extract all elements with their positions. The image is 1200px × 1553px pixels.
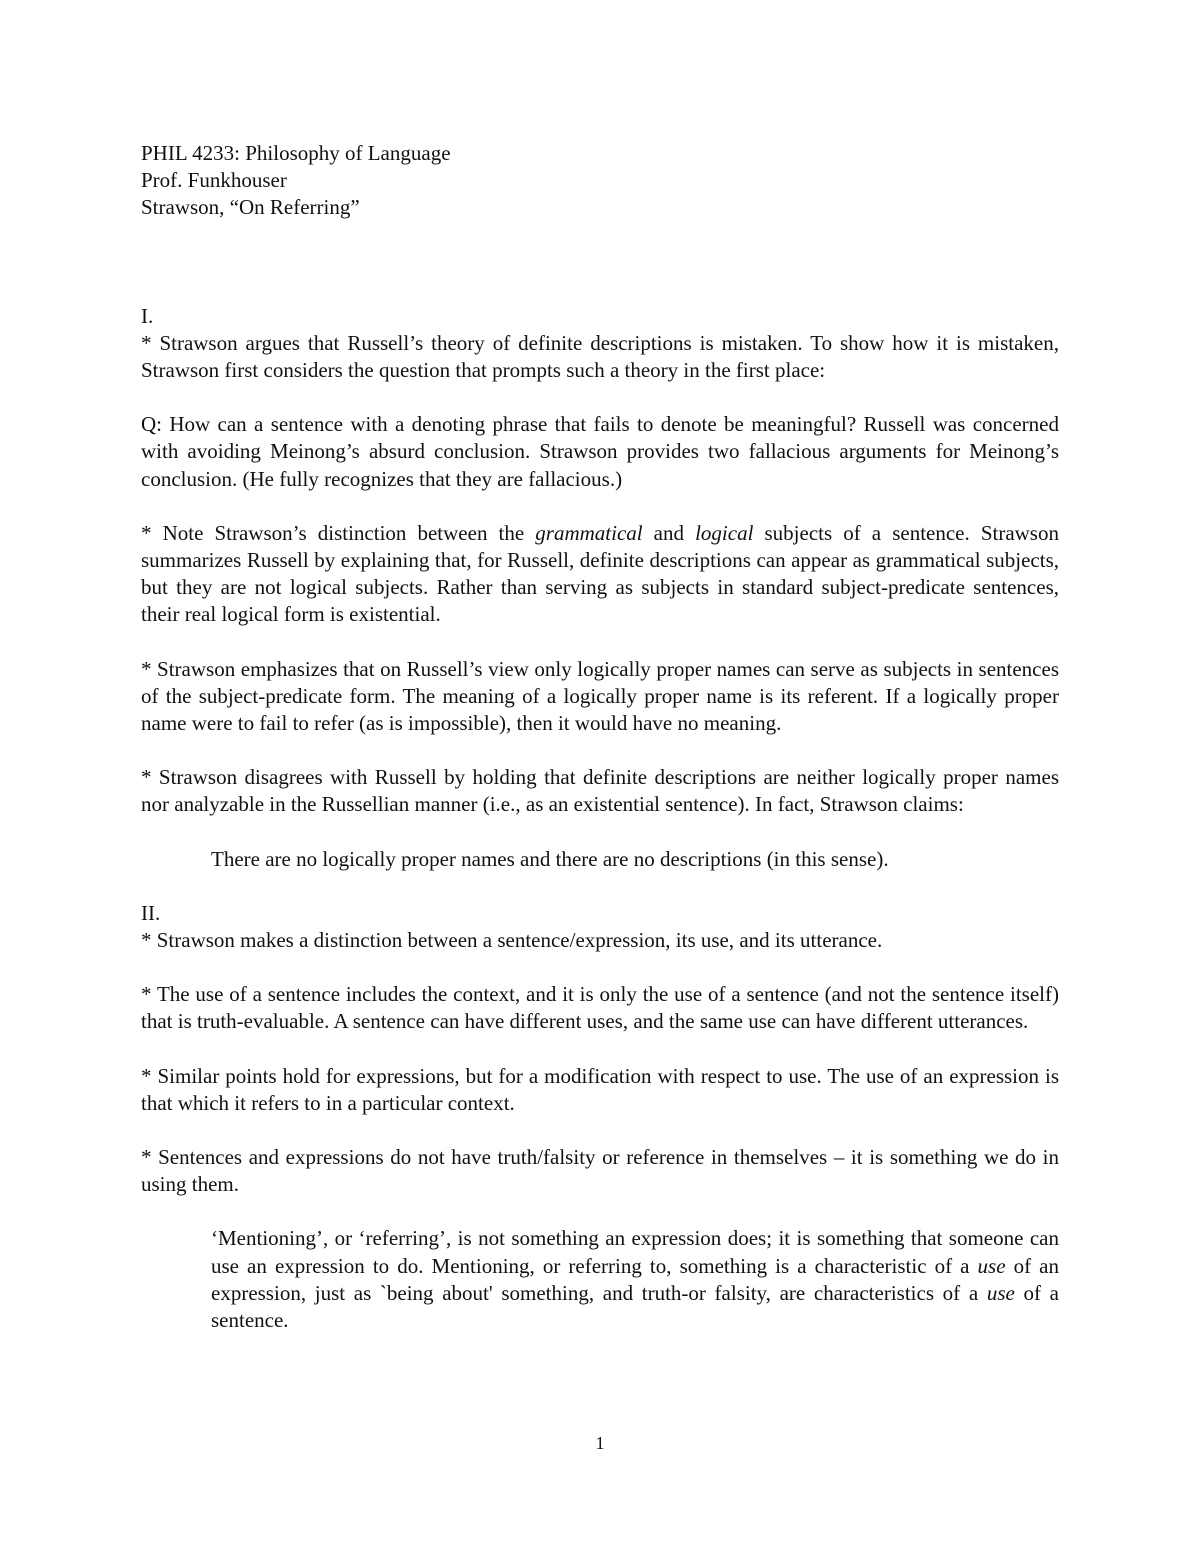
reading-title: Strawson, “On Referring”	[141, 195, 360, 220]
emphasis-use: use	[977, 1253, 1006, 1278]
paragraph-text: and	[642, 520, 696, 545]
quote-text: of an expression, just as `being about' something, and truth-or falsity, are characteristics of a	[211, 1253, 1059, 1305]
emphasis-logical: logical	[695, 520, 754, 545]
section-1-paragraph-5: * Strawson disagrees with Russell by holding that definite descriptions are neither logically proper names nor analyzable in the Russellian manner (i.e., as an existential sentence). In fact, Strawson claims:	[141, 765, 1059, 817]
section-1-paragraph-2: Q: How can a sentence with a denoting phrase that fails to denote be meaningful? Russell was concerned with avoiding Meinong’s absurd conclusion. Strawson provides two fallacious arguments for Meinong’s conclusion. (He fully recognizes that they are fallacious.)	[141, 412, 1059, 491]
emphasis-grammatical: grammatical	[535, 520, 643, 545]
course-title: PHIL 4233: Philosophy of Language	[141, 141, 451, 165]
emphasis-use: use	[986, 1280, 1015, 1305]
quote-text: of a sentence.	[211, 1280, 1059, 1333]
strawson-quote: There are no logically proper names and there are no descriptions (in this sense).	[211, 846, 889, 871]
document-body	[141, 140, 1059, 1334]
section-1-heading: I.	[141, 303, 154, 328]
section-2-paragraph-4: * Sentences and expressions do not have truth/falsity or reference in themselves – it is something we do in using them.	[141, 1145, 1059, 1197]
section-2-paragraph-2: * The use of a sentence includes the context, and it is only the use of a sentence (and not the sentence itself) that is truth-evaluable. A sentence can have different uses, and the same use can have different utterances.	[141, 982, 1059, 1034]
paragraph-text: * Note Strawson’s distinction between the	[141, 520, 536, 545]
quote-text: ‘Mentioning’, or ‘referring’, is not something an expression does; it is something that someone can use an expression to do. Mentioning, or referring to, something is a characteristic of a	[211, 1226, 1059, 1278]
section-2-paragraph-3: * Similar points hold for expressions, but for a modification with respect to use. The use of an expression is that which it refers to in a particular context.	[141, 1063, 1059, 1115]
document-header	[141, 140, 1059, 222]
paragraph-text: subjects of a sentence. Strawson summarizes Russell by explaining that, for Russell, definite descriptions can appear as grammatical subjects, but they are not logical subjects. Rather than serving as subjects in standard subject-predicate sentences, their real logical form is existential.	[141, 520, 1059, 627]
section-1-paragraph-4: * Strawson emphasizes that on Russell’s view only logically proper names can serve as subjects in sentences of the subject-predicate form. The meaning of a logically proper name is its referent. If a logically proper name were to fail to refer (as is impossible), then it would have no meaning.	[141, 656, 1059, 736]
block-quote	[211, 1225, 1059, 1334]
section-2-heading: II.	[141, 900, 161, 925]
professor-name: Prof. Funkhouser	[141, 168, 287, 193]
section-1-paragraph-1: * Strawson argues that Russell’s theory of definite descriptions is mistaken. To show how it is mistaken, Strawson first considers the question that prompts such a theory in the first place:	[141, 330, 1059, 383]
section-2-paragraph-1: * Strawson makes a distinction between a sentence/expression, its use, and its utterance.	[141, 928, 883, 953]
spacer	[141, 222, 1059, 303]
section-1-paragraph-3	[141, 520, 1059, 629]
page-number: 1	[595, 1433, 605, 1453]
